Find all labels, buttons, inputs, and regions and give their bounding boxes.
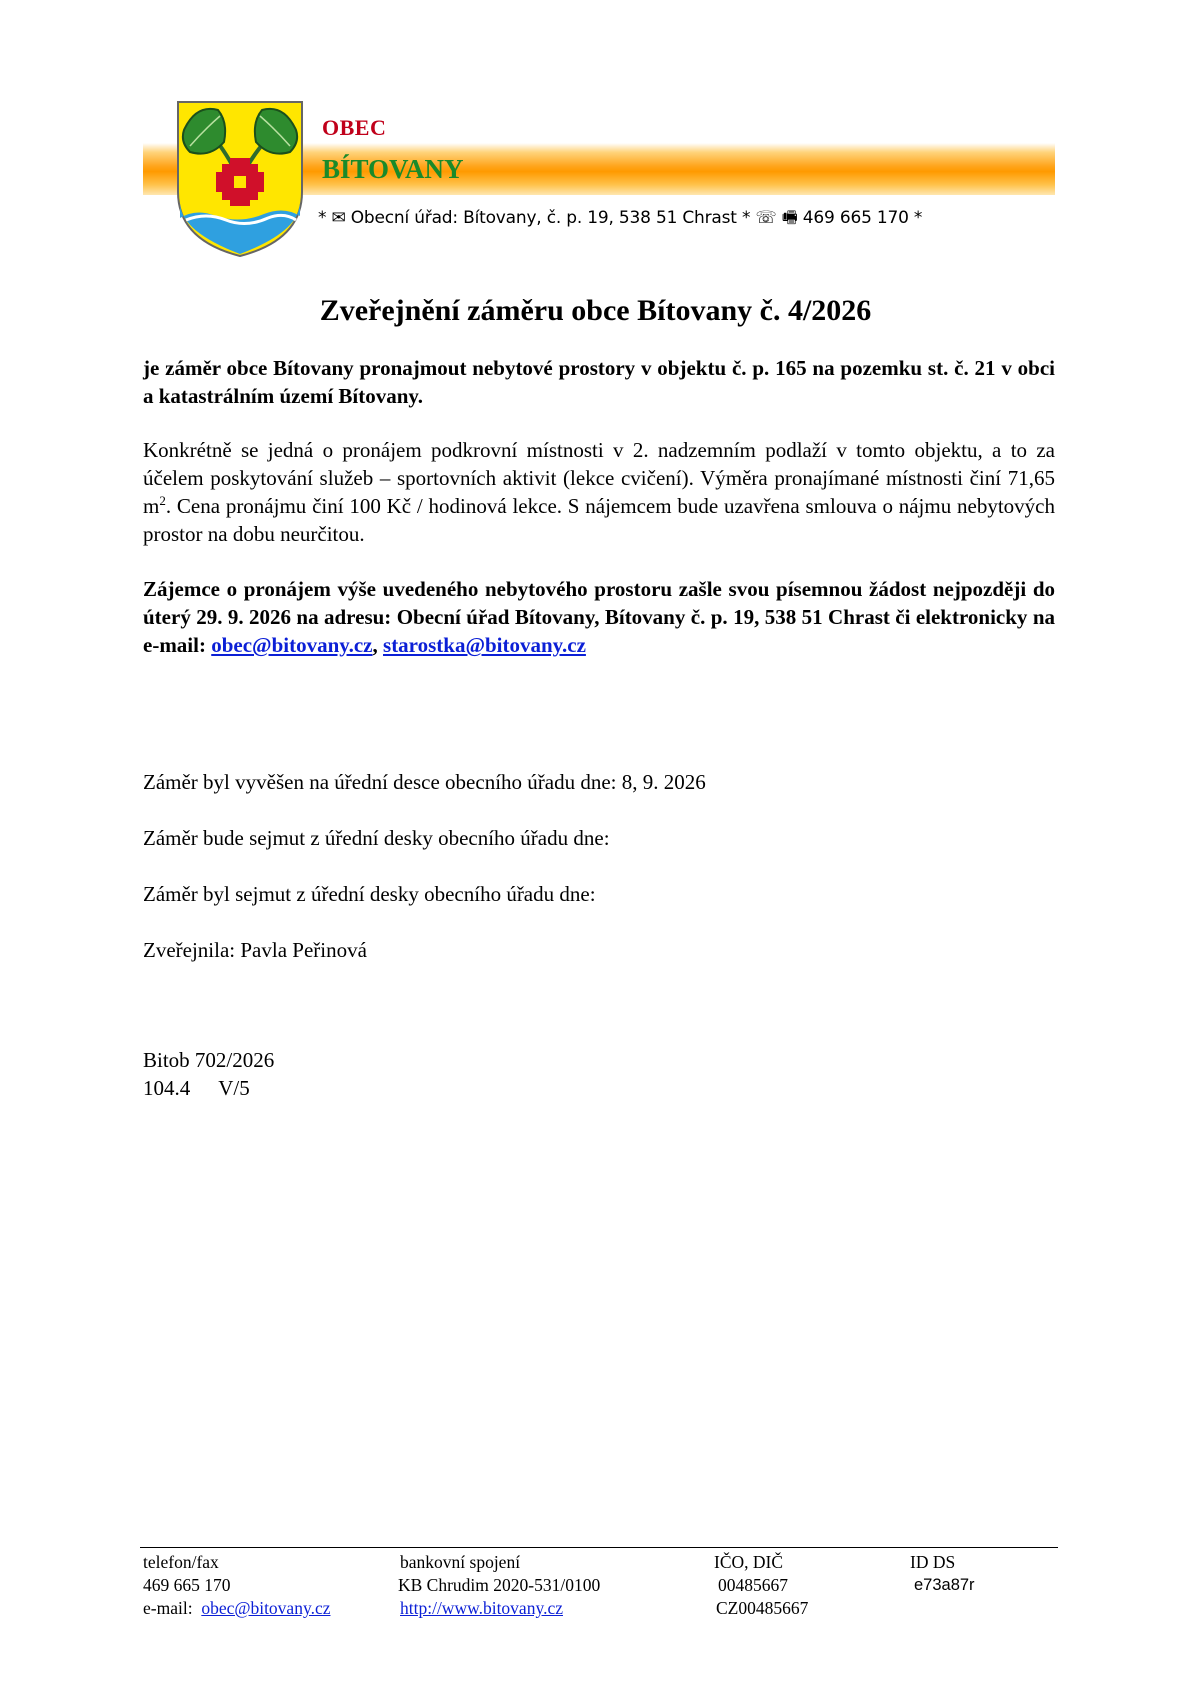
footer-ds-header: ID DS: [910, 1552, 956, 1572]
village-crest-icon: [176, 100, 304, 258]
contact-separator: ,: [372, 633, 384, 657]
document-title: Zveřejnění záměru obce Bítovany č. 4/2026: [319, 294, 872, 327]
contact-email-link-starostka[interactable]: starostka@bitovany.cz: [383, 633, 586, 657]
footer-divider: [140, 1547, 1058, 1548]
letterhead-obec: OBEC: [322, 115, 387, 140]
footer-web-link[interactable]: http://www.bitovany.cz: [400, 1598, 563, 1618]
footer-email-label: e-mail:: [143, 1598, 193, 1618]
footer-email-row: [143, 1598, 330, 1619]
footer-ico: 00485667: [718, 1575, 788, 1595]
footer-phone-header: telefon/fax: [143, 1552, 219, 1572]
footer-ico-header: IČO, DIČ: [714, 1552, 784, 1572]
contact-email-link-obec[interactable]: obec@bitovany.cz: [211, 633, 373, 657]
footer-phone: 469 665 170: [143, 1575, 231, 1595]
footer-bank: KB Chrudim 2020-531/0100: [398, 1575, 601, 1595]
details-text-start: Konkrétně se jedná o pronájem podkrovní místnosti v 2. nadzemním podlaží v tomto objektu, a to za účelem poskytování služeb – sportovních aktivit (lekce cvičení). Výměra pronajímané místnosti činí 71,65 m: [143, 438, 1055, 518]
reference-code: [143, 1076, 250, 1101]
footer-ds: e73a87r: [914, 1576, 975, 1594]
intro-paragraph: je záměr obce Bítovany pronajmout nebytové prostory v objektu č. p. 165 na pozemku st. č. 21 v obci a katastrálním území Bítovany.: [143, 356, 1055, 408]
letterhead-village-name: BÍTOVANY: [322, 154, 464, 184]
removed-line: Záměr byl sejmut z úřední desky obecního úřadu dne:: [143, 882, 596, 906]
footer-dic: CZ00485667: [716, 1598, 809, 1618]
letterhead-office-address: * ✉ Obecní úřad: Bítovany, č. p. 19, 538 51 Chrast * ☏ 🖷 469 665 170 *: [318, 208, 923, 228]
reference-code-b: V/5: [218, 1076, 250, 1100]
footer-bank-header: bankovní spojení: [400, 1552, 521, 1572]
contact-text: Zájemce o pronájem výše uvedeného nebytového prostoru zašle svou písemnou žádost nejpozději do úterý 29. 9. 2026 na adresu: Obecní úřad Bítovany, Bítovany č. p. 19, 538 51 Chrast či elektronicky na e-mail:: [143, 577, 1055, 657]
details-paragraph: [143, 436, 1055, 548]
area-superscript: 2: [159, 493, 166, 508]
contact-paragraph: [143, 575, 1055, 659]
published-by-line: Zveřejnila: Pavla Peřinová: [143, 938, 367, 962]
removal-planned-line: Záměr bude sejmut z úřední desky obecního úřadu dne:: [143, 826, 610, 850]
reference-code-a: 104.4: [143, 1076, 191, 1100]
details-text-end: . Cena pronájmu činí 100 Kč / hodinová lekce. S nájemcem bude uzavřena smlouva o nájmu nebytových prostor na dobu neurčitou.: [143, 494, 1055, 546]
reference-number: Bitob 702/2026: [143, 1048, 275, 1072]
footer-email-link[interactable]: obec@bitovany.cz: [201, 1598, 331, 1618]
posted-date-line: Záměr byl vyvěšen na úřední desce obecního úřadu dne: 8, 9. 2026: [143, 770, 706, 794]
